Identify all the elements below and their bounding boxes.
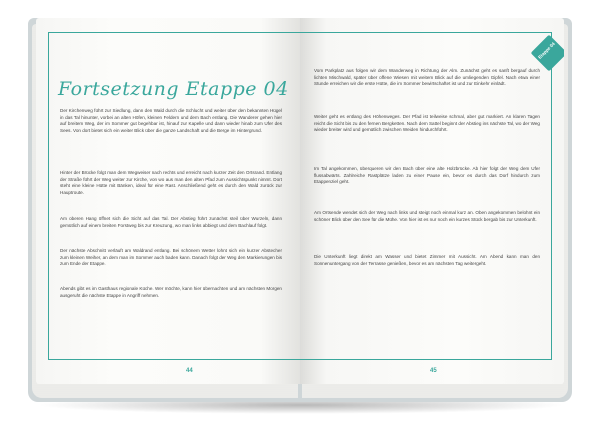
chapter-tab-label: Etappe 04 <box>537 41 556 60</box>
paragraph: Die Unterkunft liegt direkt am Wasser und bietet Zimmer mit Aussicht. Am Abend kann man den Sonnenuntergang von der Terrasse genießen, bevor es am nächsten Tag weitergeht. <box>314 254 540 266</box>
paragraph: Der nächste Abschnitt verläuft am Waldrand entlang. Bei schönem Wetter lohnt sich ein kurzer Abstecher zum kleinen Weiher, an dem man im Sommer auch baden kann. Danach folgt der Weg den Markierungen bis zum Ende der Etappe. <box>60 248 282 266</box>
page-number: 45 <box>430 368 437 374</box>
left-page <box>36 18 300 384</box>
paragraph: Hinter der Brücke folgt man dem Wegweiser nach rechts und erreicht nach kurzer Zeit den Ortsrand. Entlang der Straße führt der Weg weiter zur Kirche, von wo aus man den alten Pfad zum Aussichtspunkt nimmt. Dort steht eine kleine Hütte mit Bänken, ideal für eine Rast. Anschließend geht es durch den Wald zurück zur Hauptroute. <box>60 170 282 195</box>
page-number: 44 <box>186 368 193 374</box>
chapter-title: Fortsetzung Etappe 04 <box>58 78 289 100</box>
open-book <box>22 8 578 418</box>
paragraph: Weiter geht es entlang des Höhenweges. Der Pfad ist teilweise schmal, aber gut markiert. An klaren Tagen reicht die Sicht bis zu den fernen Bergketten. Nach dem Sattel beginnt der Abstieg ins nächste Tal, wo der Weg wieder breiter wird und gemütlich zwischen Weiden hindurchführt. <box>314 114 540 132</box>
paragraph: Abends gibt es im Gasthaus regionale Küche. Wer möchte, kann hier übernachten und am nächsten Morgen ausgeruht die nächste Etappe in Angriff nehmen. <box>60 286 282 298</box>
paragraph: Am Ortsende wendet sich der Weg nach links und steigt noch einmal kurz an. Oben angekommen belohnt ein schöner Blick über den See für die Mühe. Von hier ist es nur noch ein kurzes Stück bergab bis zur Unterkunft. <box>314 210 540 222</box>
paragraph: Der Kirchenweg führt zur Siedlung, dann den Wald durch die Schlucht und weiter über den bekannten Hügel in das Tal hinunter, vorbei an alten Höfen, kleinen Feldern und dem Bach entlang. Die Wanderer gehen hier auf breitem Weg, der im Sommer gut begehbar ist, hinauf zur Kapelle und dann wieder hinab zum Ufer des Sees. Von dort bietet sich ein weiter Blick über die ganze Landschaft und die Berge im Hintergrund. <box>60 108 282 133</box>
paragraph: Vom Parkplatz aus folgen wir dem Wanderweg in Richtung der Alm. Zunächst geht es sanft bergauf durch lichten Mischwald, später über offene Wiesen mit weitem Blick auf die umliegenden Gipfel. Nach etwa einer Stunde erreichen wir die erste Hütte, die im Sommer bewirtschaftet ist und zur Einkehr einlädt. <box>314 68 540 86</box>
right-page <box>300 18 564 384</box>
paragraph: Am oberen Hang öffnet sich die Sicht auf das Tal. Der Abstieg führt zunächst steil über Wurzeln, dann gemütlich auf einem breiten Forstweg bis zur Kreuzung, wo man links abbiegt und dem Bachlauf folgt. <box>60 216 282 228</box>
paragraph: Im Tal angekommen, überqueren wir den Bach über eine alte Holzbrücke. Ab hier folgt der Weg dem Ufer flussabwärts. Zahlreiche Rastplätze laden zu einer Pause ein, bevor es durch das Dorf hindurch zum Etappenziel geht. <box>314 166 540 184</box>
